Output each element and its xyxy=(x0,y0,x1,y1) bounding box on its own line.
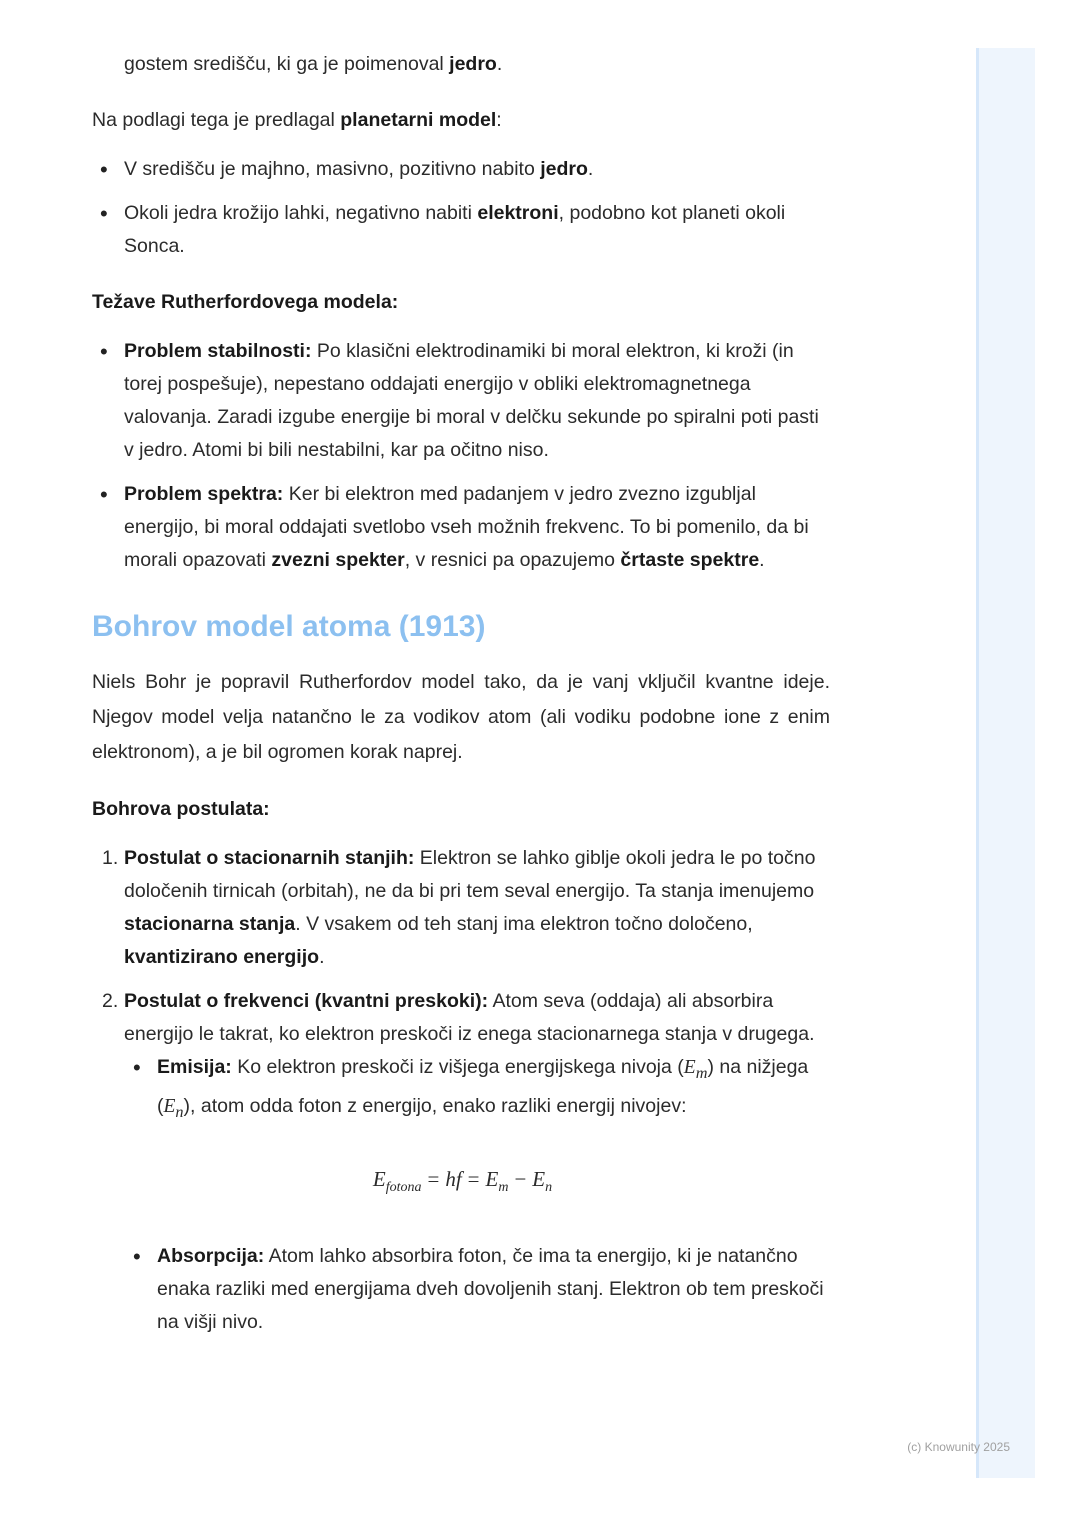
list-item: • Emisija: Ko elektron preskoči iz višjega energijskega nivoja $(E_m)$ na nižjega $(E_n)$, atom odda foton z energijo, enako razliki energij nivojev: $E_{fotona}$ = hf = $E_m - E_n$ xyxy=(124,1051,830,1204)
list-item: • Problem spektra: Ker bi elektron med padanjem v jedro zvezno izgubljal energijo, bi moral oddajati svetlobo vseh možnih frekvenc. To bi pomenilo, da bi morali opazovati zvezni spekter, v resnici pa opazujemo črtaste spektre. xyxy=(92,478,830,577)
list-item: 1. Postulat o stacionarnih stanjih: Elektron se lahko giblje okoli jedra le po točno določenih tirnicah (orbitah), ne da bi pri tem seval energijo. Ta stanja imenujemo stacionarna stanja. V vsakem od teh stanj ima elektron točno določeno, kvantizirano energijo. xyxy=(92,842,830,974)
intro-fragment: gostem središču, ki ga je poimenoval jedro. xyxy=(124,53,503,75)
planetary-lead: Na podlagi tega je predlagal planetarni model: xyxy=(92,109,502,131)
document-body xyxy=(92,48,830,1350)
list-item: 2. Postulat o frekvenci (kvantni preskoki): Atom seva (oddaja) ali absorbira energijo le takrat, ko elektron preskoči iz enega stacionarnega stanja v drugega. • Emisija: Ko elektron preskoči iz višjega energijskega nivoja $(E_m)$ na nižjega $(E_n)$, atom odda foton z energijo, enako razliki energij nivojev: $E_{fotona}$ = hf = $E_m - E_n$ • Absorpcija: Atom lahko absorbira foton, če ima ta energijo, ki je natančno enaka razliki med energijama dveh dovoljenih stanj. Elektron ob tem preskoči na višji nivo. xyxy=(92,985,830,1339)
postulates-list xyxy=(92,842,830,1339)
list-item: • V središču je majhno, masivno, pozitivno nabito jedro. xyxy=(92,153,830,186)
planetary-model-list xyxy=(92,153,830,263)
list-number: 2. xyxy=(102,990,119,1012)
section-heading: Bohrov model atoma (1913) xyxy=(92,610,486,643)
list-number: 1. xyxy=(102,847,119,869)
photon-energy-formula: $E_{fotona}$ = hf = $E_m - E_n$ xyxy=(372,1166,553,1195)
problems-list xyxy=(92,335,830,577)
list-item: • Problem stabilnosti: Po klasični elektrodinamiki bi moral elektron, ki kroži (in torej pospešuje), nepestano oddajati energijo v obliki elektromagnetnega valovanja. Zaradi izgube energije bi moral v delčku sekunde po spiralni poti pasti v jedro. Atomi bi bili nestabilni, kar pa očitno niso. xyxy=(92,335,830,467)
postulates-heading: Bohrova postulata: xyxy=(92,798,270,820)
transition-list xyxy=(124,1051,830,1339)
copyright-footer: (c) Knowunity 2025 xyxy=(907,1440,1010,1454)
side-panel xyxy=(976,48,1035,1478)
list-item: • Okoli jedra krožijo lahki, negativno nabiti elektroni, podobno kot planeti okoli Sonca. xyxy=(92,197,830,263)
problems-heading: Težave Rutherfordovega modela: xyxy=(92,291,399,313)
bohr-intro: Niels Bohr je popravil Rutherfordov model tako, da je vanj vključil kvantne ideje. Njegov model velja natančno le za vodikov atom (ali vodiku podobne ione z enim elektronom), a je bil ogromen korak naprej. xyxy=(92,671,830,763)
list-item: • Absorpcija: Atom lahko absorbira foton, če ima ta energijo, ki je natančno enaka razliki med energijama dveh dovoljenih stanj. Elektron ob tem preskoči na višji nivo. xyxy=(124,1240,830,1339)
